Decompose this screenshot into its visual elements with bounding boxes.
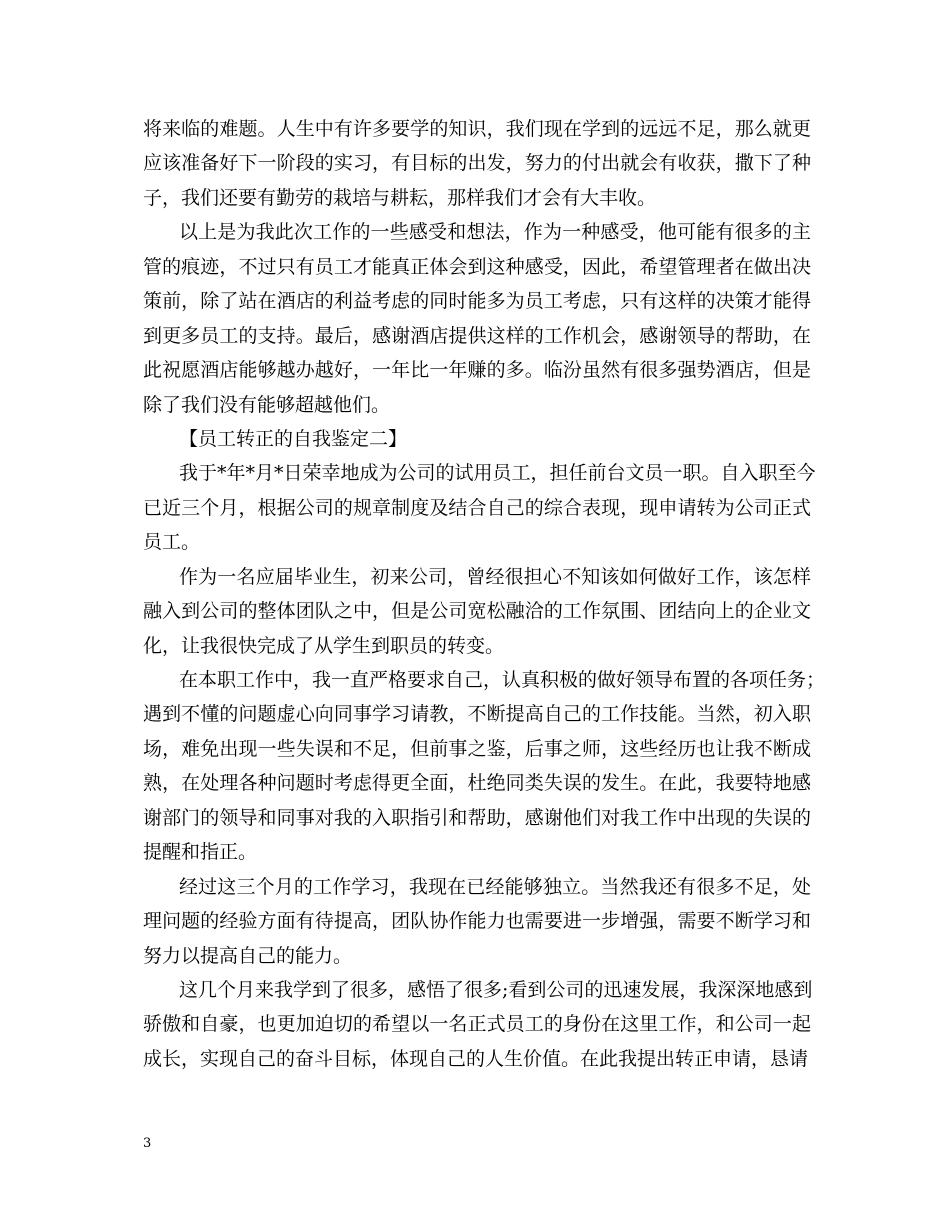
paragraph: [143, 422, 811, 456]
text-line: 策前，除了站在酒店的利益考虑的同时能多为员工考虑，只有这样的决策才能得: [143, 290, 811, 313]
text-line: 以上是为我此次工作的一些感受和想法，作为一种感受，他可能有很多的主: [179, 221, 811, 244]
paragraph: [143, 870, 811, 973]
text-line: 在本职工作中，我一直严格要求自己，认真积极的做好领导布置的各项任务；: [179, 669, 826, 691]
text-line: 【员工转正的自我鉴定二】: [179, 427, 408, 450]
text-line: 努力以提高自己的能力。: [143, 944, 353, 967]
text-line: 融入到公司的整体团队之中，但是公司宽松融洽的工作氛围、团结向上的企业文: [143, 600, 811, 623]
text-line: 熟，在处理各种问题时考虑得更全面，杜绝同类失误的发生。在此，我要特地感: [143, 772, 811, 795]
text-line: 成长，实现自己的奋斗目标，体现自己的人生价值。在此我提出转正申请，恳请: [143, 1047, 809, 1070]
text-line: 员工。: [143, 531, 201, 554]
text-line: 理问题的经验方面有待提高，团队协作能力也需要进一步增强，需要不断学习和: [143, 910, 811, 933]
text-line: 场，难免出现一些失误和不足，但前事之鉴，后事之师，这些经历也让我不断成: [143, 737, 811, 760]
text-line: 除了我们没有能够超越他们。: [143, 393, 391, 416]
paragraph: [143, 215, 811, 422]
text-line: 经过这三个月的工作学习，我现在已经能够独立。当然我还有很多不足，处: [179, 875, 811, 898]
text-line: 化，让我很快完成了从学生到职员的转变。: [143, 634, 505, 657]
text-line: 子，我们还要有勤劳的栽培与耕耘，那样我们才会有大丰收。: [143, 186, 657, 209]
text-line: 作为一名应届毕业生，初来公司，曾经很担心不知该如何做好工作，该怎样: [179, 565, 811, 588]
paragraph: [143, 560, 811, 663]
document-body: [143, 112, 826, 1076]
paragraph: [143, 663, 826, 870]
paragraph: [143, 112, 811, 215]
text-line: 提醒和指正。: [143, 841, 258, 864]
text-line: 将来临的难题。人生中有许多要学的知识，我们现在学到的远远不足，那么就更: [143, 118, 811, 140]
text-line: 遇到不懂的问题虚心向同事学习请教，不断提高自己的工作技能。当然，初入职: [143, 703, 811, 726]
text-line: 这几个月来我学到了很多，感悟了很多;看到公司的迅速发展，我深深地感到: [179, 978, 813, 1001]
text-line: 到更多员工的支持。最后，感谢酒店提供这样的工作机会，感谢领导的帮助，在: [143, 324, 811, 347]
text-line: 骄傲和自豪，也更加迫切的希望以一名正式员工的身份在这里工作，和公司一起: [143, 1013, 811, 1036]
text-line: 已近三个月，根据公司的规章制度及结合自己的综合表现，现申请转为公司正式: [143, 496, 811, 519]
text-line: 我于*年*月*日荣幸地成为公司的试用员工，担任前台文员一职。自入职至今: [179, 462, 816, 485]
text-line: 此祝愿酒店能够越办越好，一年比一年赚的多。临汾虽然有很多强势酒店，但是: [143, 359, 811, 382]
page-number: 3: [143, 1136, 152, 1151]
text-line: 管的痕迹，不过只有员工才能真正体会到这种感受，因此，希望管理者在做出决: [143, 255, 811, 278]
text-line: 应该准备好下一阶段的实习，有目标的出发，努力的付出就会有收获，撒下了种: [143, 152, 811, 175]
text-line: 谢部门的领导和同事对我的入职指引和帮助，感谢他们对我工作中出现的失误的: [143, 806, 811, 829]
paragraph: [143, 456, 816, 559]
paragraph: [143, 973, 811, 1076]
